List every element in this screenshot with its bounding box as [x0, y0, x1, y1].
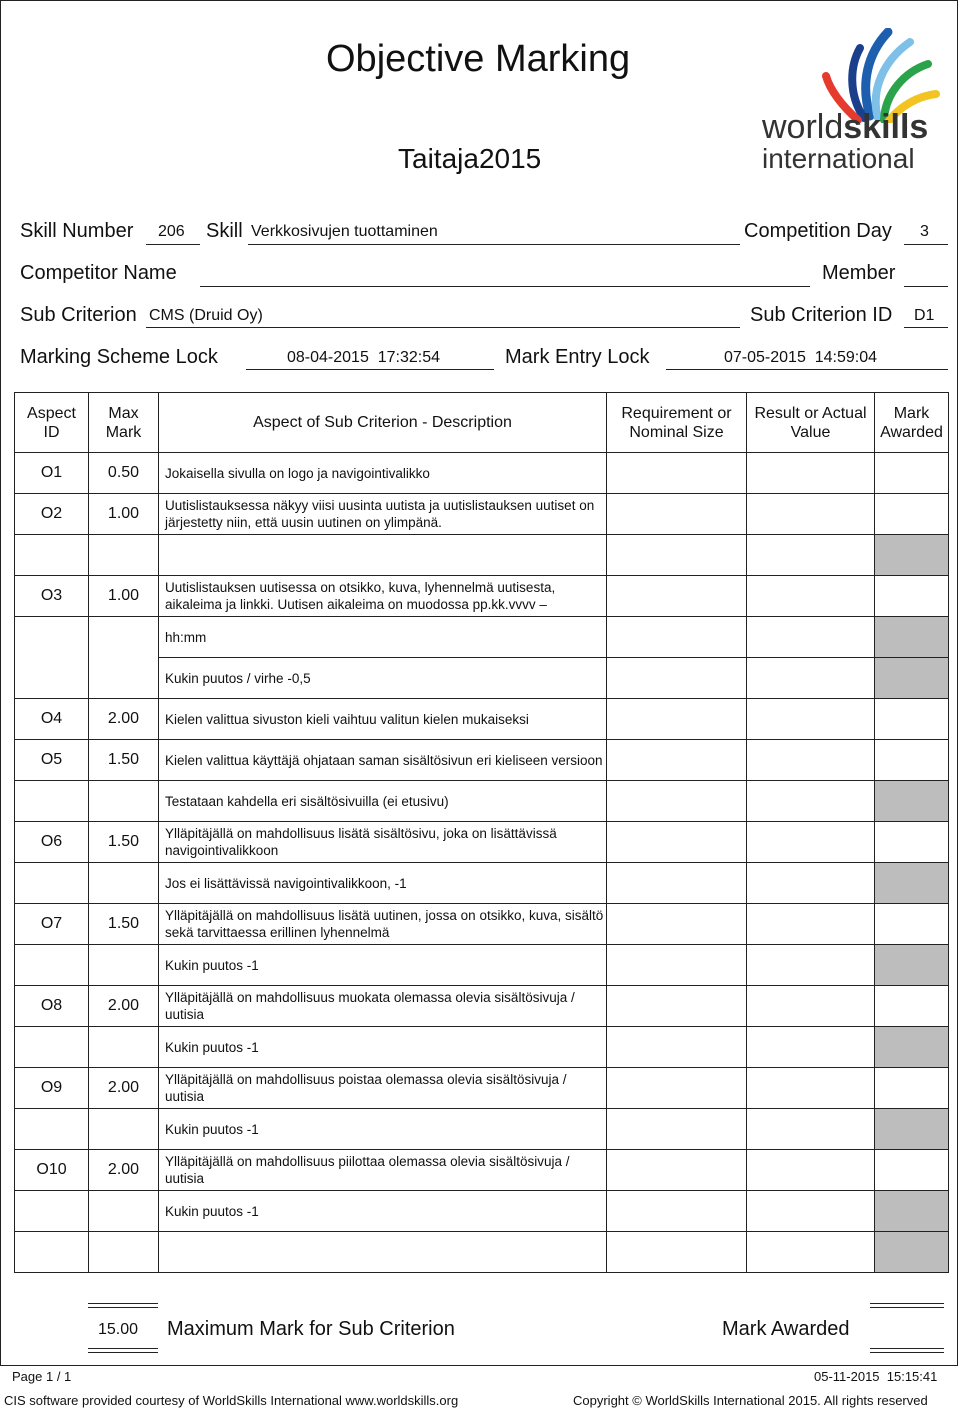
- max-mark-empty: [89, 617, 159, 658]
- aspect-id: O10: [15, 1150, 89, 1191]
- mark-awarded-cell-disabled: [875, 1109, 949, 1150]
- result-cell[interactable]: [747, 1068, 875, 1109]
- table-subrow: [15, 1027, 949, 1068]
- mark-awarded-cell-disabled: [875, 1191, 949, 1232]
- aspect-description: Kielen valittua käyttäjä ohjataan saman sisältösivun eri kieliseen versioon: [159, 740, 607, 781]
- print-timestamp: 05-11-2015 15:15:41: [814, 1369, 938, 1384]
- header-requirement: Requirement or Nominal Size: [607, 393, 747, 453]
- mark-awarded-cell[interactable]: [875, 740, 949, 781]
- table-subrow: [15, 535, 949, 576]
- mark-awarded-cell[interactable]: [875, 494, 949, 535]
- aspect-id-empty: [15, 658, 89, 699]
- table-subrow: [15, 945, 949, 986]
- aspect-description: Uutislistauksessa näkyy viisi uusinta uutista ja uutislistauksen uutiset on järjestetty niin, että uusin uutinen on ylimpänä.: [159, 494, 607, 535]
- aspect-id-empty: [15, 945, 89, 986]
- aspect-description: Jokaisella sivulla on logo ja navigointivalikko: [159, 453, 607, 494]
- max-mark: 2.00: [89, 699, 159, 740]
- sub-criterion-value: CMS (Druid Oy): [149, 307, 263, 324]
- max-total-value: 15.00: [98, 1321, 139, 1338]
- aspect-id-empty: [15, 535, 89, 576]
- max-mark-empty: [89, 1191, 159, 1232]
- aspect-id-empty: [15, 1109, 89, 1150]
- aspect-id-empty: [15, 1027, 89, 1068]
- max-mark-empty: [89, 1109, 159, 1150]
- aspect-id: O1: [15, 453, 89, 494]
- max-mark: 0.50: [89, 453, 159, 494]
- result-cell[interactable]: [747, 781, 875, 822]
- competitor-name-label: Competitor Name: [20, 262, 177, 284]
- table-row: [15, 740, 949, 781]
- result-cell[interactable]: [747, 1027, 875, 1068]
- max-mark-empty: [89, 535, 159, 576]
- mark-entry-lock-label: Mark Entry Lock: [505, 346, 650, 368]
- marking-table: [14, 392, 949, 1273]
- mark-awarded-cell[interactable]: [875, 822, 949, 863]
- result-cell[interactable]: [747, 1150, 875, 1191]
- header-description: Aspect of Sub Criterion - Description: [159, 393, 607, 453]
- requirement-cell: [607, 863, 747, 904]
- table-subrow: [15, 658, 949, 699]
- max-mark-empty: [89, 1027, 159, 1068]
- competition-day-value: 3: [920, 223, 929, 240]
- requirement-cell: [607, 986, 747, 1027]
- mark-awarded-cell[interactable]: [875, 1150, 949, 1191]
- sub-criterion-id-label: Sub Criterion ID: [750, 304, 893, 326]
- logo-skills: skills: [843, 108, 929, 146]
- requirement-cell: [607, 1191, 747, 1232]
- mark-awarded-cell-disabled: [875, 617, 949, 658]
- aspect-subtext: Jos ei lisättävissä navigointivalikkoon, -1: [159, 863, 607, 904]
- result-cell[interactable]: [747, 535, 875, 576]
- aspect-id-empty: [15, 781, 89, 822]
- max-mark: 2.00: [89, 1150, 159, 1191]
- max-mark-empty: [89, 781, 159, 822]
- max-mark: 2.00: [89, 986, 159, 1027]
- aspect-subtext: Kukin puutos -1: [159, 1027, 607, 1068]
- sub-criterion-id-value: D1: [914, 307, 935, 324]
- max-mark: 1.00: [89, 576, 159, 617]
- blank-cell: [747, 1232, 875, 1273]
- result-cell[interactable]: [747, 904, 875, 945]
- competition-day-label: Competition Day: [744, 220, 892, 242]
- aspect-subtext: Kukin puutos -1: [159, 945, 607, 986]
- blank-cell: [607, 1232, 747, 1273]
- aspect-id-empty: [15, 1191, 89, 1232]
- max-mark: 2.00: [89, 1068, 159, 1109]
- member-label: Member: [822, 262, 896, 284]
- aspect-subtext: Kukin puutos / virhe -0,5: [159, 658, 607, 699]
- sub-criterion-label: Sub Criterion: [20, 304, 137, 326]
- aspect-description: Ylläpitäjällä on mahdollisuus piilottaa olemassa olevia sisältösivuja / uutisia: [159, 1150, 607, 1191]
- requirement-cell: [607, 658, 747, 699]
- blank-cell: [89, 1232, 159, 1273]
- footer-left: CIS software provided courtesy of WorldSkills International www.worldskills.org: [4, 1393, 459, 1408]
- table-row: [15, 1150, 949, 1191]
- mark-awarded-cell-disabled: [875, 1027, 949, 1068]
- requirement-cell: [607, 576, 747, 617]
- result-cell[interactable]: [747, 494, 875, 535]
- table-header: [15, 393, 949, 453]
- skill-label: Skill: [206, 220, 243, 242]
- max-total-label: Maximum Mark for Sub Criterion: [167, 1318, 455, 1340]
- aspect-id: O6: [15, 822, 89, 863]
- logo-world: world: [762, 108, 844, 146]
- mark-awarded-cell[interactable]: [875, 904, 949, 945]
- header-max-mark: Max Mark: [89, 393, 159, 453]
- aspect-description: Ylläpitäjällä on mahdollisuus lisätä sisältösivu, joka on lisättävissä navigointivalikkoon: [159, 822, 607, 863]
- table-row: [15, 904, 949, 945]
- table-row: [15, 494, 949, 535]
- mark-entry-lock-value: 07-05-2015 14:59:04: [724, 349, 878, 366]
- mark-awarded-cell-disabled: [875, 781, 949, 822]
- mark-awarded-label: Mark Awarded: [722, 1318, 850, 1340]
- footer-copyright: Copyright © WorldSkills International 2015. All rights reserved: [573, 1393, 928, 1408]
- mark-awarded-cell-disabled: [875, 863, 949, 904]
- result-cell[interactable]: [747, 740, 875, 781]
- aspect-description: Ylläpitäjällä on mahdollisuus lisätä uutinen, jossa on otsikko, kuva, sisältö sekä tarvittaessa erillinen lyhennelmä: [159, 904, 607, 945]
- max-mark: 1.00: [89, 494, 159, 535]
- mark-awarded-cell-disabled: [875, 535, 949, 576]
- requirement-cell: [607, 535, 747, 576]
- result-cell[interactable]: [747, 576, 875, 617]
- requirement-cell: [607, 740, 747, 781]
- requirement-cell: [607, 453, 747, 494]
- requirement-cell: [607, 1027, 747, 1068]
- aspect-id: O2: [15, 494, 89, 535]
- mark-awarded-cell-disabled: [875, 658, 949, 699]
- result-cell[interactable]: [747, 617, 875, 658]
- requirement-cell: [607, 822, 747, 863]
- requirement-cell: [607, 1109, 747, 1150]
- mark-awarded-cell[interactable]: [875, 1068, 949, 1109]
- aspect-subtext: Kukin puutos -1: [159, 1109, 607, 1150]
- aspect-subtext: [159, 535, 607, 576]
- aspect-id-empty: [15, 863, 89, 904]
- aspect-id: O4: [15, 699, 89, 740]
- skill-number-label: Skill Number: [20, 220, 134, 242]
- result-cell[interactable]: [747, 945, 875, 986]
- requirement-cell: [607, 945, 747, 986]
- mark-awarded-cell[interactable]: [875, 699, 949, 740]
- table-row: [15, 1068, 949, 1109]
- result-cell[interactable]: [747, 863, 875, 904]
- page-title: Objective Marking: [326, 38, 631, 80]
- blank-cell: [15, 1232, 89, 1273]
- aspect-subtext: Kukin puutos -1: [159, 1191, 607, 1232]
- aspect-description: Ylläpitäjällä on mahdollisuus poistaa olemassa olevia sisältösivuja / uutisia: [159, 1068, 607, 1109]
- marking-scheme-lock-label: Marking Scheme Lock: [20, 346, 218, 368]
- aspect-id: O8: [15, 986, 89, 1027]
- aspect-description: Ylläpitäjällä on mahdollisuus muokata olemassa olevia sisältösivuja / uutisia: [159, 986, 607, 1027]
- page-number: Page 1 / 1: [12, 1369, 72, 1384]
- blank-cell: [875, 1232, 949, 1273]
- table-row-blank: [15, 1232, 949, 1273]
- skill-number-value: 206: [158, 223, 185, 240]
- logo-text-2: international: [762, 143, 915, 174]
- requirement-cell: [607, 1068, 747, 1109]
- table-row: [15, 453, 949, 494]
- worldskills-logo: [760, 28, 940, 178]
- blank-cell: [159, 1232, 607, 1273]
- max-mark: 1.50: [89, 740, 159, 781]
- max-mark-empty: [89, 863, 159, 904]
- result-cell[interactable]: [747, 699, 875, 740]
- aspect-id: O7: [15, 904, 89, 945]
- skill-value: Verkkosivujen tuottaminen: [251, 223, 438, 240]
- table-row: [15, 576, 949, 617]
- table-row: [15, 986, 949, 1027]
- aspect-id: O5: [15, 740, 89, 781]
- requirement-cell: [607, 617, 747, 658]
- header-result: Result or Actual Value: [747, 393, 875, 453]
- max-mark-empty: [89, 658, 159, 699]
- table-subrow: [15, 1109, 949, 1150]
- aspect-subtext: hh:mm: [159, 617, 607, 658]
- table-subrow: [15, 617, 949, 658]
- table-row: [15, 699, 949, 740]
- mark-awarded-cell[interactable]: [875, 576, 949, 617]
- logo-text-1: [762, 110, 928, 144]
- result-cell[interactable]: [747, 1109, 875, 1150]
- result-cell[interactable]: [747, 986, 875, 1027]
- aspect-id-empty: [15, 617, 89, 658]
- competition-name: Taitaja2015: [398, 143, 542, 174]
- header-mark-awarded: Mark Awarded: [875, 393, 949, 453]
- result-cell[interactable]: [747, 658, 875, 699]
- result-cell[interactable]: [747, 1191, 875, 1232]
- requirement-cell: [607, 699, 747, 740]
- marking-scheme-lock-value: 08-04-2015 17:32:54: [287, 349, 441, 366]
- result-cell[interactable]: [747, 822, 875, 863]
- mark-awarded-cell-disabled: [875, 945, 949, 986]
- aspect-description: Uutislistauksen uutisessa on otsikko, kuva, lyhennelmä uutisesta, aikaleima ja linkki. Uutisen aikaleima on muodossa pp.kk.vvvv –: [159, 576, 607, 617]
- requirement-cell: [607, 1150, 747, 1191]
- mark-awarded-cell[interactable]: [875, 453, 949, 494]
- aspect-description: Kielen valittua sivuston kieli vaihtuu valitun kielen mukaiseksi: [159, 699, 607, 740]
- max-mark: 1.50: [89, 822, 159, 863]
- mark-awarded-cell[interactable]: [875, 986, 949, 1027]
- max-mark-empty: [89, 945, 159, 986]
- table-subrow: [15, 863, 949, 904]
- requirement-cell: [607, 904, 747, 945]
- max-mark: 1.50: [89, 904, 159, 945]
- requirement-cell: [607, 494, 747, 535]
- result-cell[interactable]: [747, 453, 875, 494]
- table-subrow: [15, 781, 949, 822]
- aspect-id: O9: [15, 1068, 89, 1109]
- header-aspect-id: Aspect ID: [15, 393, 89, 453]
- requirement-cell: [607, 781, 747, 822]
- table-subrow: [15, 1191, 949, 1232]
- aspect-subtext: Testataan kahdella eri sisältösivuilla (ei etusivu): [159, 781, 607, 822]
- table-row: [15, 822, 949, 863]
- aspect-id: O3: [15, 576, 89, 617]
